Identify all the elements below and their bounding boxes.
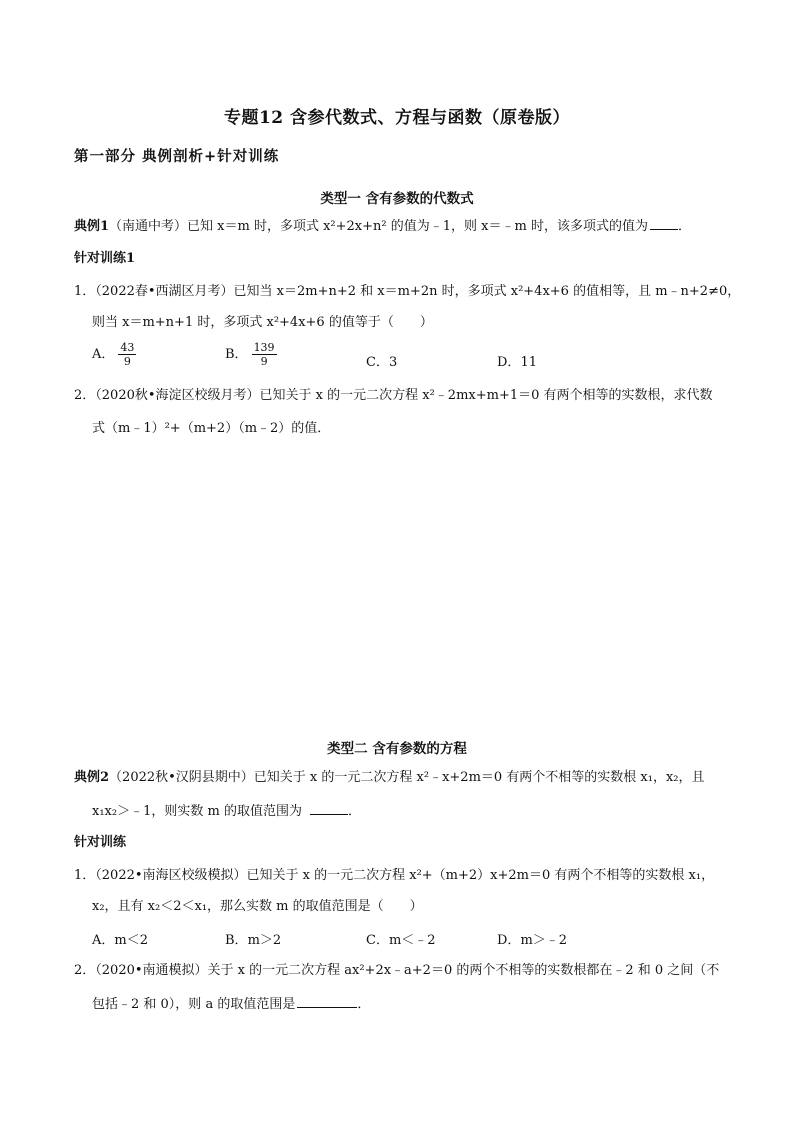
section2-heading: 类型二 含有参数的方程 xyxy=(327,741,467,757)
example1-label: 典例1 xyxy=(74,219,110,234)
fraction-denominator: 9 xyxy=(260,355,268,368)
s1-q1-option-d xyxy=(497,351,537,370)
fraction-numerator: 139 xyxy=(253,341,275,354)
option-text: 11 xyxy=(520,355,537,370)
s1-q1-line2: 则当 x＝m+n+1 时，多项式 x²+4x+6 的值等于（ ） xyxy=(92,315,433,330)
example2-line1 xyxy=(74,768,705,788)
training1-label: 针对训练1 xyxy=(74,251,136,266)
s1-q1-option-b xyxy=(225,341,277,368)
answer-blank xyxy=(297,995,357,1008)
example1-text: （南通中考）已知 x＝m 时，多项式 x²+2x+n² 的值为﹣1，则 x＝﹣m 时，该多项式的值为 xyxy=(109,219,648,234)
option-letter: D． xyxy=(497,355,521,370)
option-text: m＞﹣2 xyxy=(520,933,568,948)
example1-end: ． xyxy=(677,219,691,234)
option-letter: B． xyxy=(225,347,248,362)
answer-blank xyxy=(650,217,678,230)
s2-q2-text2: 包括﹣2 和 0），则 a 的取值范围是 xyxy=(92,997,296,1012)
example1 xyxy=(74,217,691,237)
s2-q1-option-c xyxy=(366,929,436,948)
example2-end: ． xyxy=(347,804,361,819)
fraction-numerator: 43 xyxy=(120,341,135,354)
fraction-denominator: 9 xyxy=(123,355,131,368)
s1-q1-line1: 1．（2022春•西湖区月考）已知当 x＝2m+n+2 和 x＝m+2n 时，多项式 x²+4x+6 的值相等，且 m﹣n+2≠0， xyxy=(74,284,741,299)
document-title: 专题12 含参代数式、方程与函数（原卷版） xyxy=(223,108,571,128)
option-text: m＞2 xyxy=(247,933,282,948)
s2-q1-line1: 1．（2022•南海区校级模拟）已知关于 x 的一元二次方程 x²+（m+2）x+2m＝0 有两个不相等的实数根 x₁， xyxy=(74,868,715,883)
s2-q1-option-a xyxy=(92,929,148,948)
option-text: m＜2 xyxy=(114,933,148,948)
option-letter: C． xyxy=(366,933,389,948)
option-letter: A． xyxy=(92,933,115,948)
training2-label: 针对训练 xyxy=(74,835,127,850)
s1-q2-line2: 式（m﹣1）²+（m+2）（m﹣2）的值． xyxy=(92,421,331,436)
option-text: 3 xyxy=(388,355,398,370)
option-letter: A． xyxy=(92,347,115,362)
s1-q2-line1: 2．（2020秋•海淀区校级月考）已知关于 x 的一元二次方程 x²﹣2mx+m+1＝0 有两个相等的实数根，求代数 xyxy=(74,388,713,403)
section1-heading: 类型一 含有参数的代数式 xyxy=(320,191,474,207)
s2-q1-line2: x₂，且有 x₂＜2＜x₁，那么实数 m 的取值范围是（ ） xyxy=(92,899,423,914)
s2-q2-line2 xyxy=(92,995,370,1015)
option-letter: D． xyxy=(497,933,521,948)
fraction xyxy=(118,341,136,368)
example2-text2: x₁x₂＞﹣1，则实数 m 的取值范围为 xyxy=(92,804,302,819)
s2-q2-line1: 2．（2020•南通模拟）关于 x 的一元二次方程 ax²+2x﹣a+2＝0 的两个不相等的实数根都在﹣2 和 0 之间（不 xyxy=(74,963,720,978)
s1-q1-option-a xyxy=(92,341,136,368)
example2-text: （2022秋•汉阴县期中）已知关于 x 的一元二次方程 x²﹣x+2m＝0 有两个不相等的实数根 x₁，x₂，且 xyxy=(109,770,705,785)
s2-q2-end: ． xyxy=(357,997,371,1012)
s2-q1-option-d xyxy=(497,929,567,948)
fraction xyxy=(252,341,277,368)
example2-label: 典例2 xyxy=(74,770,110,785)
option-letter: B． xyxy=(225,933,248,948)
s2-q1-option-b xyxy=(225,929,281,948)
option-text: m＜﹣2 xyxy=(388,933,436,948)
answer-blank xyxy=(310,802,348,815)
option-letter: C． xyxy=(366,355,389,370)
example2-line2 xyxy=(92,802,361,822)
part-heading: 第一部分 典例剖析+针对训练 xyxy=(74,148,280,165)
s1-q1-option-c xyxy=(366,351,397,370)
